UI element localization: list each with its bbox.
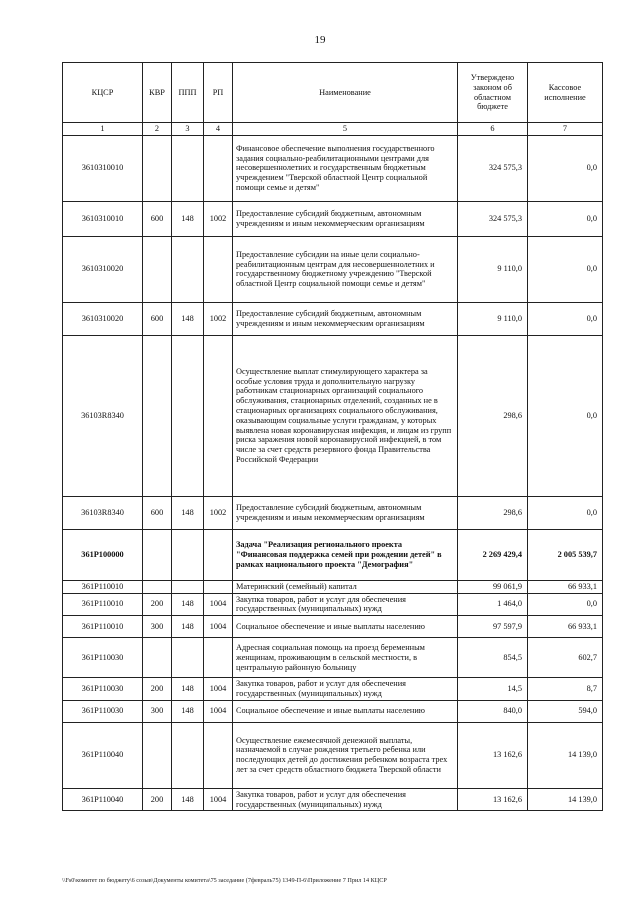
approved-amount-cell: 99 061,9	[458, 580, 528, 593]
table-row	[63, 788, 603, 811]
header-kcsr: КЦСР	[63, 63, 143, 123]
name-cell: Закупка товаров, работ и услуг для обеспечения государственных (муниципальных) нужд	[233, 788, 458, 811]
approved-amount-cell: 298,6	[458, 496, 528, 529]
column-number: 7	[528, 123, 603, 136]
kcsr-cell: 361P110040	[63, 788, 143, 811]
column-number: 2	[143, 123, 172, 136]
header-kvr: КВР	[143, 63, 172, 123]
column-number: 3	[172, 123, 204, 136]
cash-execution-cell: 66 933,1	[528, 616, 603, 638]
kcsr-cell: 361P110010	[63, 593, 143, 616]
kcsr-cell: 361P110010	[63, 616, 143, 638]
cash-execution-cell: 14 139,0	[528, 788, 603, 811]
rp-cell: 1002	[204, 496, 233, 529]
cash-execution-cell: 0,0	[528, 201, 603, 236]
ppp-cell: 148	[172, 616, 204, 638]
name-cell: Предоставление субсидий бюджетным, автономным учреждениям и иным некоммерческим организациям	[233, 496, 458, 529]
approved-amount-cell: 9 110,0	[458, 302, 528, 335]
rp-cell: 1002	[204, 201, 233, 236]
name-cell: Предоставление субсидий бюджетным, автономным учреждениям и иным некоммерческим организациям	[233, 201, 458, 236]
table-row	[63, 616, 603, 638]
kcsr-cell: 3610310010	[63, 201, 143, 236]
cash-execution-cell: 0,0	[528, 496, 603, 529]
kcsr-cell: 361P110030	[63, 678, 143, 701]
kvr-cell: 200	[143, 678, 172, 701]
rp-cell: 1004	[204, 616, 233, 638]
ppp-cell	[172, 135, 204, 201]
ppp-cell	[172, 335, 204, 496]
header-ppp: ППП	[172, 63, 204, 123]
table-row	[63, 700, 603, 722]
kvr-cell: 600	[143, 201, 172, 236]
table-row	[63, 580, 603, 593]
approved-amount-cell: 298,6	[458, 335, 528, 496]
name-cell: Финансовое обеспечение выполнения государственного задания социально-реабилитационными центрами для несовершеннолетних и государственным бюджетным учреждением "Тверской областной Центр социальной помощи семье и детям"	[233, 135, 458, 201]
kvr-cell	[143, 236, 172, 302]
kcsr-cell: 36103R8340	[63, 496, 143, 529]
kcsr-cell: 3610310020	[63, 236, 143, 302]
name-cell: Осуществление выплат стимулирующего характера за особые условия труда и дополнительную нагрузку работникам стационарных организаций социального обслуживания, стационарных отделений, созданных не в стационарных организациях социального обслуживания, оказывающим социальные услуги гражданам, у которых выявлена новая коронавирусная инфекция, и лицам из групп риска заражения новой коронавирусной инфекцией, в том числе за счет средств резервного фонда Правительства Российской Федерации	[233, 335, 458, 496]
approved-amount-cell: 840,0	[458, 700, 528, 722]
column-number: 5	[233, 123, 458, 136]
ppp-cell: 148	[172, 496, 204, 529]
approved-amount-cell: 13 162,6	[458, 722, 528, 788]
approved-amount-cell: 13 162,6	[458, 788, 528, 811]
kvr-cell	[143, 580, 172, 593]
name-cell: Предоставление субсидий бюджетным, автономным учреждениям и иным некоммерческим организациям	[233, 302, 458, 335]
rp-cell	[204, 638, 233, 678]
table-row	[63, 722, 603, 788]
kcsr-cell: 361P110040	[63, 722, 143, 788]
name-cell: Социальное обеспечение и иные выплаты населению	[233, 700, 458, 722]
kcsr-cell: 3610310010	[63, 135, 143, 201]
cash-execution-cell: 0,0	[528, 335, 603, 496]
ppp-cell	[172, 236, 204, 302]
kvr-cell	[143, 722, 172, 788]
header-cash: Кассовое исполнение	[528, 63, 603, 123]
rp-cell: 1002	[204, 302, 233, 335]
kcsr-cell: 361P110030	[63, 638, 143, 678]
cash-execution-cell: 602,7	[528, 638, 603, 678]
kcsr-cell: 36103R8340	[63, 335, 143, 496]
approved-amount-cell: 9 110,0	[458, 236, 528, 302]
kvr-cell: 300	[143, 616, 172, 638]
name-cell: Предоставление субсидии на иные цели социально-реабилитационным центрам для несовершеннолетних и государственному бюджетному учреждению "Тверской областной Центр социальной помощи семье и детям"	[233, 236, 458, 302]
kvr-cell	[143, 638, 172, 678]
approved-amount-cell: 97 597,9	[458, 616, 528, 638]
rp-cell: 1004	[204, 678, 233, 701]
name-cell: Осуществление ежемесячной денежной выплаты, назначаемой в случае рождения третьего ребенка или последующих детей до достижения ребенком возраста трех лет за счет средств областного бюджета Тверской области	[233, 722, 458, 788]
table-row	[63, 496, 603, 529]
header-approved: Утверждено законом об областном бюджете	[458, 63, 528, 123]
rp-cell: 1004	[204, 700, 233, 722]
page-number: 19	[314, 34, 326, 46]
cash-execution-cell: 0,0	[528, 593, 603, 616]
cash-execution-cell: 0,0	[528, 302, 603, 335]
name-cell: Материнский (семейный) капитал	[233, 580, 458, 593]
approved-amount-cell: 1 464,0	[458, 593, 528, 616]
name-cell: Социальное обеспечение и иные выплаты населению	[233, 616, 458, 638]
kcsr-cell: 361P100000	[63, 529, 143, 580]
table-row	[63, 201, 603, 236]
header-rp: РП	[204, 63, 233, 123]
column-number: 6	[458, 123, 528, 136]
name-cell: Закупка товаров, работ и услуг для обеспечения государственных (муниципальных) нужд	[233, 593, 458, 616]
approved-amount-cell: 854,5	[458, 638, 528, 678]
cash-execution-cell: 8,7	[528, 678, 603, 701]
rp-cell	[204, 529, 233, 580]
name-cell: Задача "Реализация регионального проекта "Финансовая поддержка семей при рождении детей" в рамках национального проекта "Демография"	[233, 529, 458, 580]
budget-table	[62, 62, 603, 811]
approved-amount-cell: 324 575,3	[458, 135, 528, 201]
approved-amount-cell: 14,5	[458, 678, 528, 701]
rp-cell	[204, 236, 233, 302]
kcsr-cell: 3610310020	[63, 302, 143, 335]
rp-cell	[204, 580, 233, 593]
kvr-cell: 600	[143, 496, 172, 529]
cash-execution-cell: 66 933,1	[528, 580, 603, 593]
kvr-cell: 200	[143, 593, 172, 616]
header-name: Наименование	[233, 63, 458, 123]
rp-cell	[204, 722, 233, 788]
table-row	[63, 135, 603, 201]
kcsr-cell: 361P110010	[63, 580, 143, 593]
table-row	[63, 335, 603, 496]
ppp-cell	[172, 638, 204, 678]
column-number: 1	[63, 123, 143, 136]
rp-cell	[204, 135, 233, 201]
ppp-cell: 148	[172, 593, 204, 616]
table-row	[63, 638, 603, 678]
kcsr-cell: 361P110030	[63, 700, 143, 722]
kvr-cell	[143, 529, 172, 580]
column-number-row	[63, 123, 603, 136]
cash-execution-cell: 14 139,0	[528, 722, 603, 788]
ppp-cell	[172, 722, 204, 788]
ppp-cell: 148	[172, 700, 204, 722]
ppp-cell: 148	[172, 788, 204, 811]
kvr-cell: 300	[143, 700, 172, 722]
rp-cell: 1004	[204, 593, 233, 616]
ppp-cell: 148	[172, 201, 204, 236]
table-row	[63, 678, 603, 701]
kvr-cell: 200	[143, 788, 172, 811]
rp-cell	[204, 335, 233, 496]
name-cell: Адресная социальная помощь на проезд беременным женщинам, проживающим в сельской местности, в центральную районную больницу	[233, 638, 458, 678]
approved-amount-cell: 2 269 429,4	[458, 529, 528, 580]
kvr-cell: 600	[143, 302, 172, 335]
rp-cell: 1004	[204, 788, 233, 811]
cash-execution-cell: 594,0	[528, 700, 603, 722]
name-cell: Закупка товаров, работ и услуг для обеспечения государственных (муниципальных) нужд	[233, 678, 458, 701]
table-row	[63, 236, 603, 302]
header-row	[63, 63, 603, 123]
ppp-cell	[172, 580, 204, 593]
kvr-cell	[143, 335, 172, 496]
kvr-cell	[143, 135, 172, 201]
ppp-cell: 148	[172, 678, 204, 701]
ppp-cell: 148	[172, 302, 204, 335]
cash-execution-cell: 2 005 539,7	[528, 529, 603, 580]
footer-path: \\Fs0\комитет по бюджету\6 созыв\Документы комитета\75 заседание (7февраль75) 1349-П-6\Приложение 7 Прил 14 КЦСР	[62, 877, 387, 884]
ppp-cell	[172, 529, 204, 580]
cash-execution-cell: 0,0	[528, 236, 603, 302]
table-row	[63, 302, 603, 335]
table-row	[63, 529, 603, 580]
table-row	[63, 593, 603, 616]
approved-amount-cell: 324 575,3	[458, 201, 528, 236]
cash-execution-cell: 0,0	[528, 135, 603, 201]
column-number: 4	[204, 123, 233, 136]
